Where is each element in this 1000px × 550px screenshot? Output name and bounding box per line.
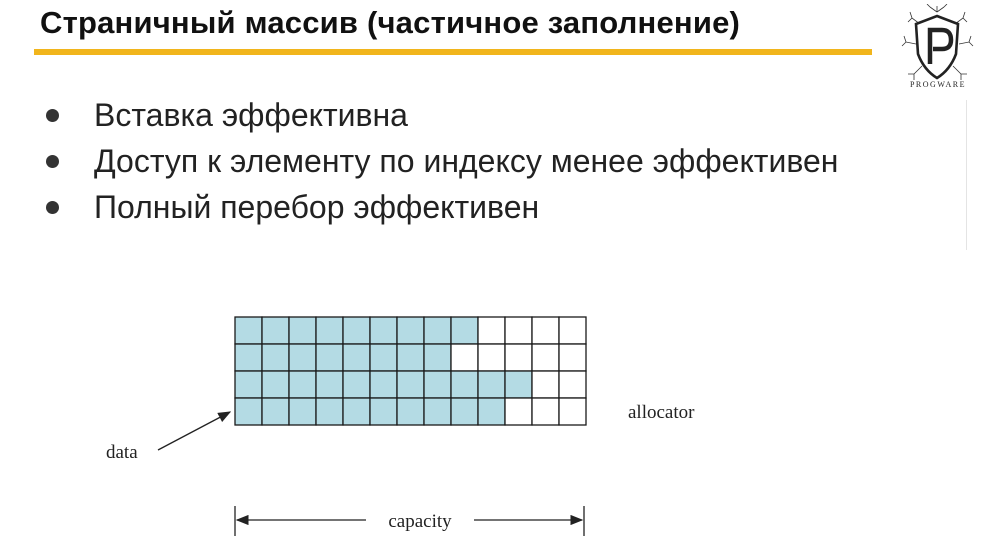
filled-cell xyxy=(235,398,262,425)
filled-cell xyxy=(235,371,262,398)
filled-cell xyxy=(397,317,424,344)
empty-cell xyxy=(532,371,559,398)
filled-cell xyxy=(316,317,343,344)
filled-cell xyxy=(262,317,289,344)
filled-cell xyxy=(289,344,316,371)
filled-cell xyxy=(370,398,397,425)
empty-cell xyxy=(532,398,559,425)
page-grid xyxy=(235,317,586,425)
empty-cell xyxy=(532,317,559,344)
data-label: data xyxy=(106,442,138,463)
filled-cell xyxy=(235,344,262,371)
filled-cell xyxy=(289,371,316,398)
filled-cell xyxy=(451,398,478,425)
filled-cell xyxy=(262,344,289,371)
capacity-dimension xyxy=(235,506,584,536)
empty-cell xyxy=(559,398,586,425)
empty-cell xyxy=(532,344,559,371)
filled-cell xyxy=(343,398,370,425)
data-pointer-arrow xyxy=(158,412,230,450)
bullet-text: Доступ к элементу по индексу менее эффективен xyxy=(94,143,839,179)
bullet-text: Полный перебор эффективен xyxy=(94,189,540,225)
filled-cell xyxy=(316,371,343,398)
filled-cell xyxy=(262,398,289,425)
filled-cell xyxy=(397,398,424,425)
filled-cell xyxy=(343,344,370,371)
filled-cell xyxy=(424,344,451,371)
filled-cell xyxy=(451,317,478,344)
filled-cell xyxy=(343,317,370,344)
filled-cell xyxy=(397,371,424,398)
filled-cell xyxy=(289,317,316,344)
empty-cell xyxy=(559,344,586,371)
slide-title: Страничный массив (частичное заполнение) xyxy=(40,5,741,40)
filled-cell xyxy=(451,371,478,398)
filled-cell xyxy=(316,344,343,371)
empty-cell xyxy=(505,344,532,371)
filled-cell xyxy=(370,317,397,344)
filled-cell xyxy=(289,398,316,425)
filled-cell xyxy=(370,371,397,398)
empty-cell xyxy=(478,317,505,344)
filled-cell xyxy=(262,371,289,398)
filled-cell xyxy=(343,371,370,398)
empty-cell xyxy=(505,317,532,344)
filled-cell xyxy=(505,371,532,398)
empty-cell xyxy=(559,317,586,344)
filled-cell xyxy=(424,317,451,344)
empty-cell xyxy=(559,371,586,398)
bullet-text: Вставка эффективна xyxy=(94,97,408,133)
filled-cell xyxy=(424,371,451,398)
empty-cell xyxy=(451,344,478,371)
empty-cell xyxy=(478,344,505,371)
filled-cell xyxy=(397,344,424,371)
filled-cell xyxy=(478,371,505,398)
filled-cell xyxy=(424,398,451,425)
logo-caption: PROGWARE xyxy=(909,80,966,89)
filled-cell xyxy=(316,398,343,425)
empty-cell xyxy=(505,398,532,425)
capacity-label: capacity xyxy=(388,511,452,532)
filled-cell xyxy=(235,317,262,344)
allocator-label: allocator xyxy=(628,402,695,423)
filled-cell xyxy=(478,398,505,425)
filled-cell xyxy=(370,344,397,371)
